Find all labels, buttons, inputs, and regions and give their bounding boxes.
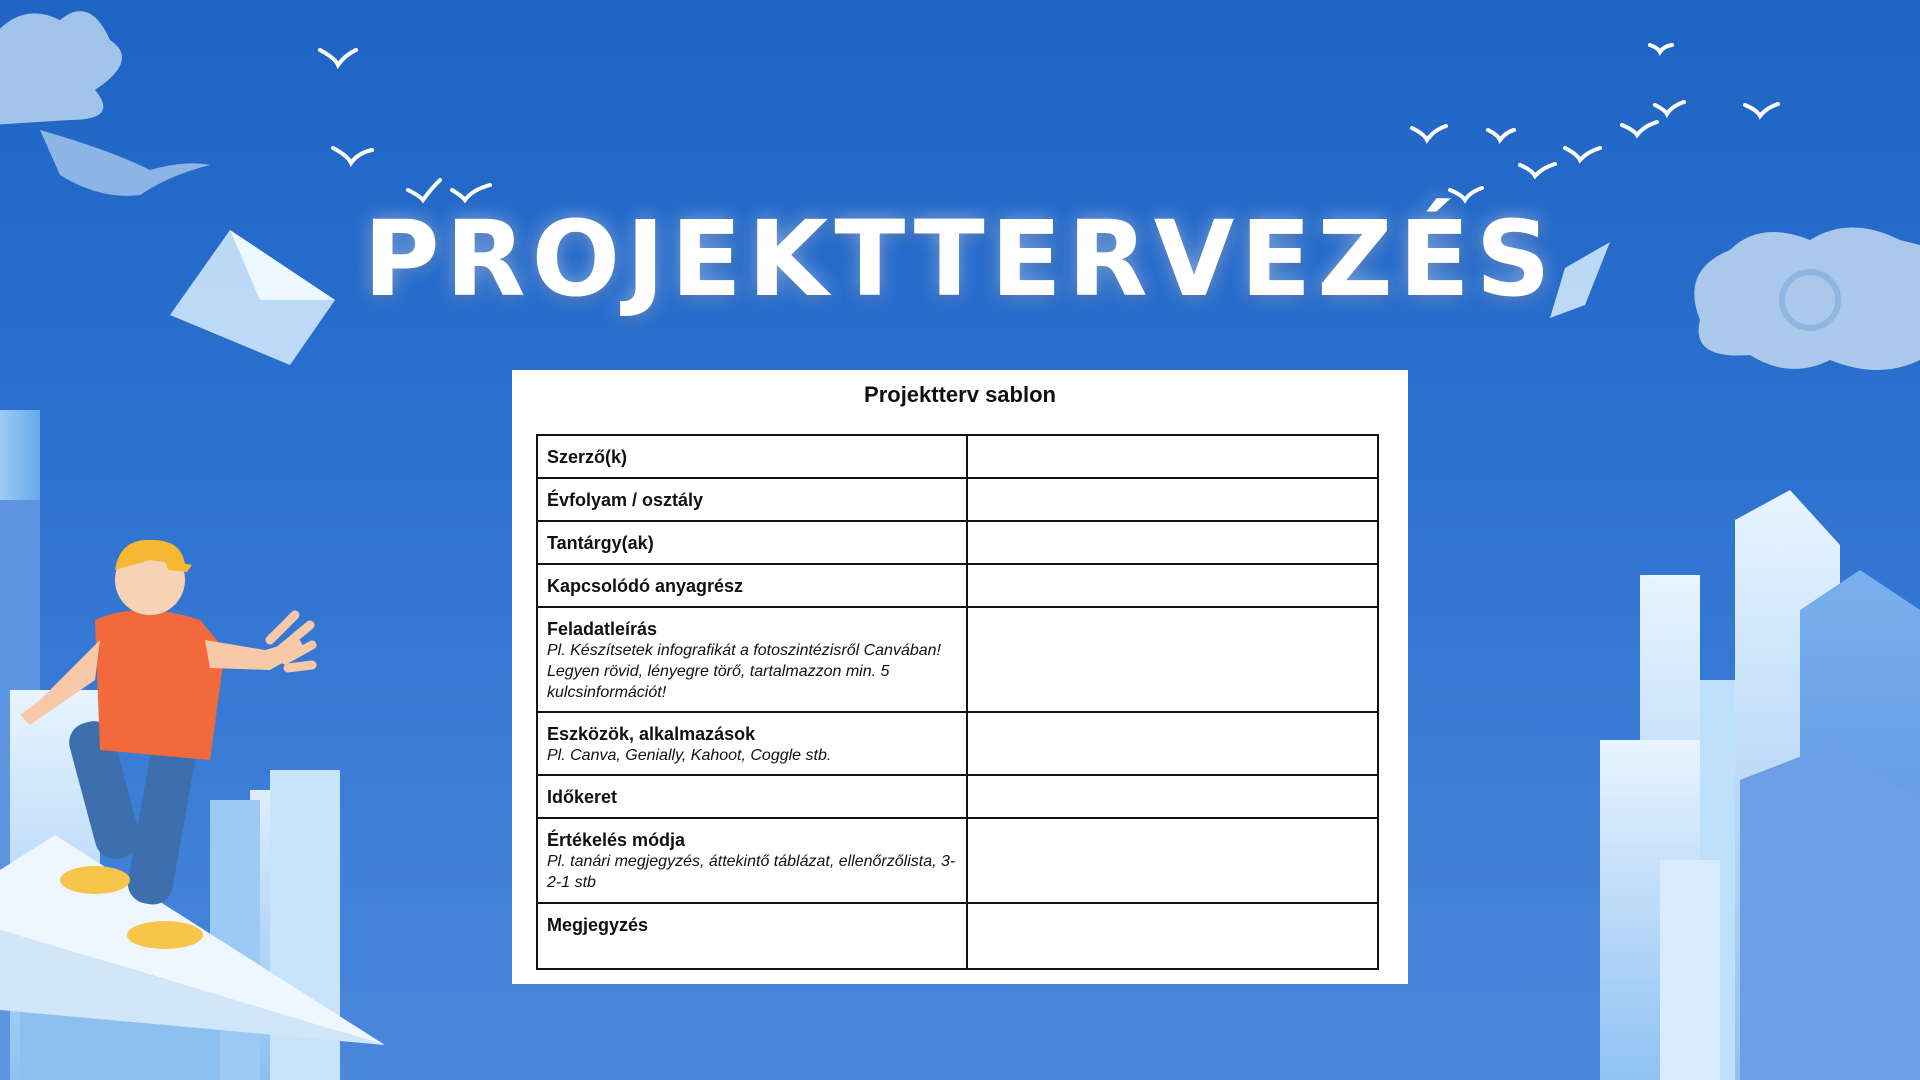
table-row [537,903,1378,969]
row-label-cell [537,818,967,903]
row-label-cell [537,775,967,818]
tools-value-cell[interactable] [967,712,1378,775]
row-label-cell [537,607,967,712]
notes-value-cell[interactable] [967,903,1378,969]
bird-icon [320,45,1778,200]
building-icon [1600,490,1920,1080]
table-row [537,564,1378,607]
row-label: Kapcsolódó anyagrész [547,576,744,596]
row-hint: Pl. tanári megjegyzés, áttekintő táblázat, ellenőrzőlista, 3-2-1 stb [547,853,956,891]
row-label: Időkeret [547,787,618,807]
row-label-cell [537,712,967,775]
row-label: Tantárgy(ak) [547,533,654,553]
row-label: Feladatleírás [547,619,658,639]
table-row [537,521,1378,564]
topic-value-cell[interactable] [967,564,1378,607]
page-title: PROJEKTTERVEZÉS [363,198,1557,320]
author-value-cell[interactable] [967,435,1378,478]
task-value-cell[interactable] [967,607,1378,712]
table-row [537,712,1378,775]
row-label: Évfolyam / osztály [547,490,704,510]
grade-value-cell[interactable] [967,478,1378,521]
subject-value-cell[interactable] [967,521,1378,564]
row-label: Szerző(k) [547,447,628,467]
row-label: Értékelés módja [547,830,686,850]
project-plan-table [536,434,1379,970]
card-title: Projektterv sablon [864,382,1056,407]
table-row [537,435,1378,478]
row-label-cell [537,521,967,564]
table-row [537,478,1378,521]
evaluation-value-cell[interactable] [967,818,1378,903]
table-row [537,775,1378,818]
project-plan-card [512,370,1408,984]
row-label-cell [537,564,967,607]
timeframe-value-cell[interactable] [967,775,1378,818]
row-hint: Pl. Canva, Genially, Kahoot, Coggle stb. [547,747,832,764]
table-row [537,607,1378,712]
table-row [537,818,1378,903]
cloud-icon [0,11,210,196]
row-label: Eszközök, alkalmazások [547,724,756,744]
row-label-cell [537,478,967,521]
row-label-cell [537,435,967,478]
row-label: Megjegyzés [547,915,649,935]
row-label-cell [537,903,967,969]
row-hint: Pl. Készítsetek infografikát a fotoszintézisről Canvában! Legyen rövid, lényegre törő, tartalmazzon min. 5 kulcsinformációt! [547,642,941,701]
